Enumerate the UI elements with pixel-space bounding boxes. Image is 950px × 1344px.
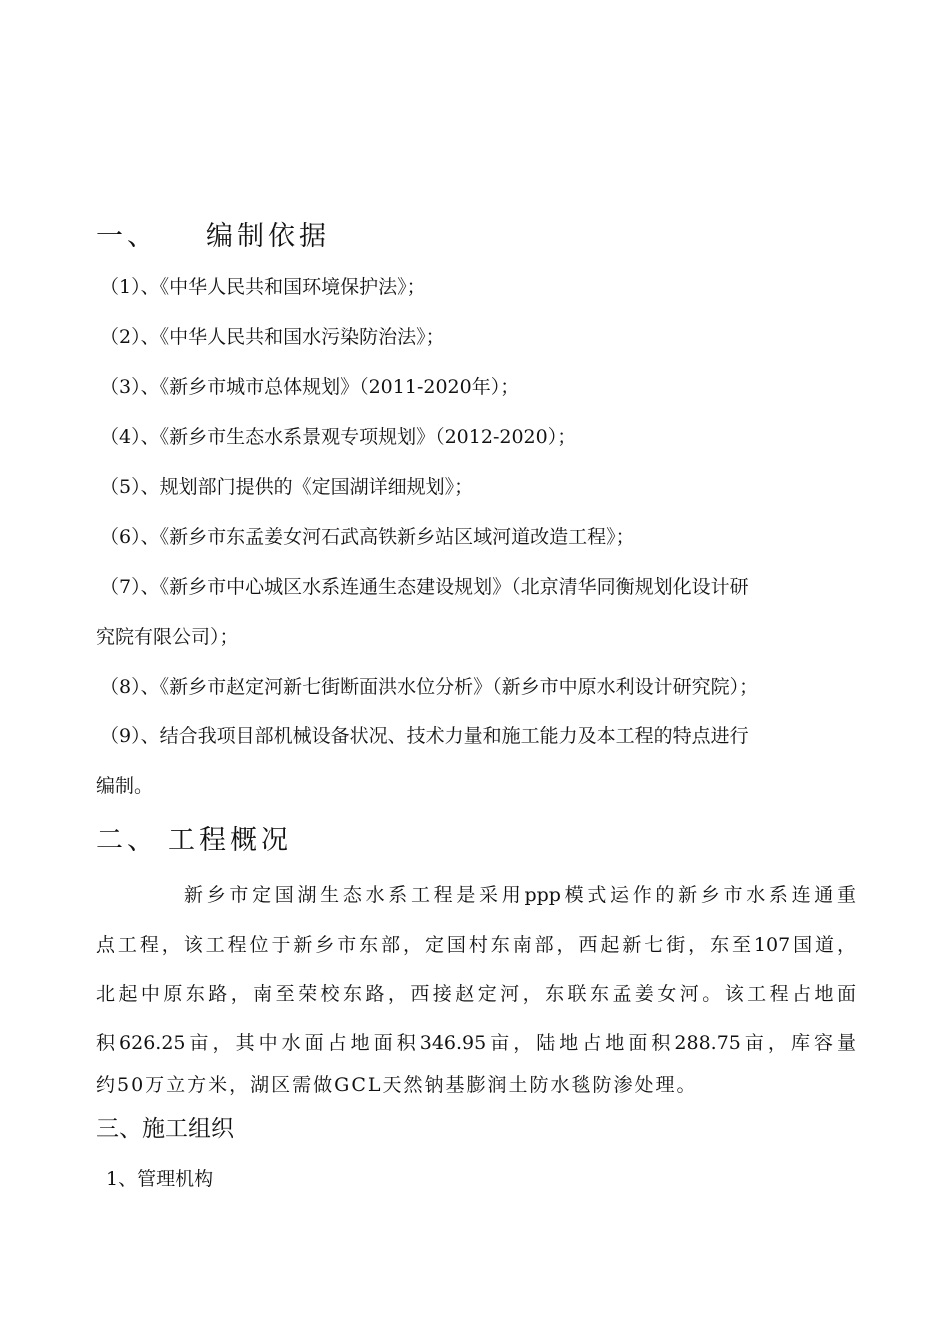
basis-item: （4）、《新乡市生态水系景观专项规划》（2012-2020）； [100,426,577,448]
basis-item: （3）、《新乡市城市总体规划》（2011-2020年）； [100,376,520,398]
overview-paragraph-line: 约50万立方米，湖区需做GCL天然钠基膨润土防水毯防渗处理。 [96,1074,698,1096]
section-1-number: 一、 [96,221,158,252]
basis-item: （7）、《新乡市中心城区水系连通生态建设规划》（北京清华同衡规划化设计研 [100,576,749,598]
basis-item: （8）、《新乡市赵定河新七街断面洪水位分析》（新乡市中原水利设计研究院）； [100,676,759,698]
overview-paragraph-line: 新乡市定国湖生态水系工程是采用ppp模式运作的新乡市水系连通重 [184,884,856,906]
basis-item: （1）、《中华人民共和国环境保护法》； [100,276,426,298]
overview-paragraph-line: 北起中原东路，南至荣校东路，西接赵定河，东联东孟姜女河。该工程占地面 [96,983,856,1005]
section-2-number: 二、 [96,825,158,856]
overview-paragraph-line: 点工程，该工程位于新乡市东部，定国村东南部，西起新七街，东至107国道， [96,934,856,956]
section-3-heading: 三、施工组织 [96,1116,234,1142]
overview-paragraph-line: 积626.25亩，其中水面占地面积346.95亩，陆地占地面积288.75亩，库容量 [96,1032,856,1054]
basis-item: （2）、《中华人民共和国水污染防治法》； [100,326,445,348]
section-1-title: 编制依据 [206,221,330,252]
basis-item: （6）、《新乡市东孟姜女河石武高铁新乡站区域河道改造工程》； [100,526,635,548]
section-2-title: 工程概况 [168,825,292,856]
section-3-subheading: 1、管理机构 [106,1168,214,1190]
basis-item-continuation: 究院有限公司）； [96,626,239,648]
basis-item-continuation: 编制。 [96,775,154,797]
section-1-heading [96,214,330,253]
section-2-heading [96,818,292,857]
basis-item: （9）、结合我项目部机械设备状况、技术力量和施工能力及本工程的特点进行 [100,725,749,747]
basis-item: （5）、规划部门提供的《定国湖详细规划》； [100,476,474,498]
